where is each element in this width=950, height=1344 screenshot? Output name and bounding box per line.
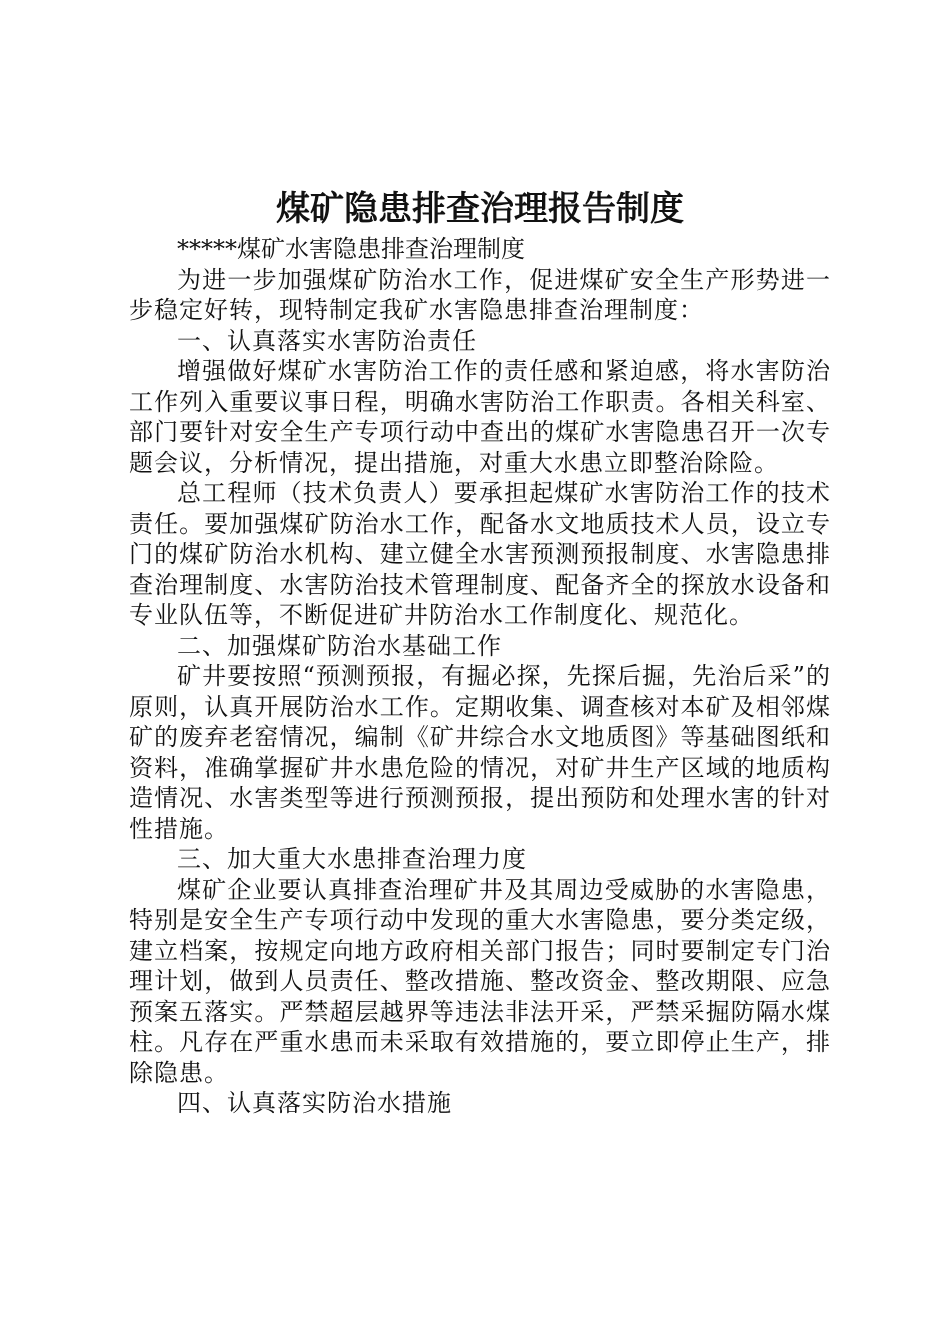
section-1-paragraph-2: 总工程师（技术负责人）要承担起煤矿水害防治工作的技术责任。要加强煤矿防治水工作，配备水文地质技术人员，设立专门的煤矿防治水机构、建立健全水害预测预报制度、水害隐患排查治理制度、水害防治技术管理制度、配备齐全的探放水设备和专业队伍等，不断促进矿井防治水工作制度化、规范化。 bbox=[129, 479, 831, 629]
section-2-paragraph-1: 矿井要按照“预测预报，有掘必探，先探后掘，先治后采”的原则，认真开展防治水工作。定期收集、调查核对本矿及相邻煤矿的废弃老窑情况，编制《矿井综合水文地质图》等基础图纸和资料，准确掌握矿井水患危险的情况，对矿井生产区域的地质构造情况、水害类型等进行预测预报，提出预防和处理水害的针对性措施。 bbox=[129, 662, 831, 843]
section-1-heading: 一、认真落实水害防治责任 bbox=[177, 326, 477, 355]
document-page bbox=[129, 186, 831, 1119]
section-3-paragraph-1: 煤矿企业要认真排查治理矿井及其周边受威胁的水害隐患，特别是安全生产专项行动中发现的重大水害隐患，要分类定级，建立档案，按规定向地方政府相关部门报告；同时要制定专门治理计划，做到人员责任、整改措施、整改资金、整改期限、应急预案五落实。严禁超层越界等违法非法开采，严禁采掘防隔水煤柱。凡存在严重水患而未采取有效措施的，要立即停止生产，排除隐患。 bbox=[129, 875, 831, 1087]
document-title: 煤矿隐患排查治理报告制度 bbox=[276, 189, 684, 229]
section-3-heading: 三、加大重大水患排查治理力度 bbox=[177, 845, 527, 873]
intro-paragraph: 为进一步加强煤矿防治水工作，促进煤矿安全生产形势进一步稳定好转，现特制定我矿水害隐患排查治理制度： bbox=[129, 265, 831, 324]
section-2-heading: 二、加强煤矿防治水基础工作 bbox=[177, 631, 502, 660]
document-subtitle: *****煤矿水害隐患排查治理制度 bbox=[177, 235, 525, 263]
section-1-paragraph-1: 增强做好煤矿水害防治工作的责任感和紧迫感，将水害防治工作列入重要议事日程，明确水害防治工作职责。各相关科室、部门要针对安全生产专项行动中查出的煤矿水害隐患召开一次专题会议，分析情况，提出措施，对重大水患立即整治除险。 bbox=[129, 357, 831, 477]
section-4-heading: 四、认真落实防治水措施 bbox=[177, 1089, 452, 1117]
